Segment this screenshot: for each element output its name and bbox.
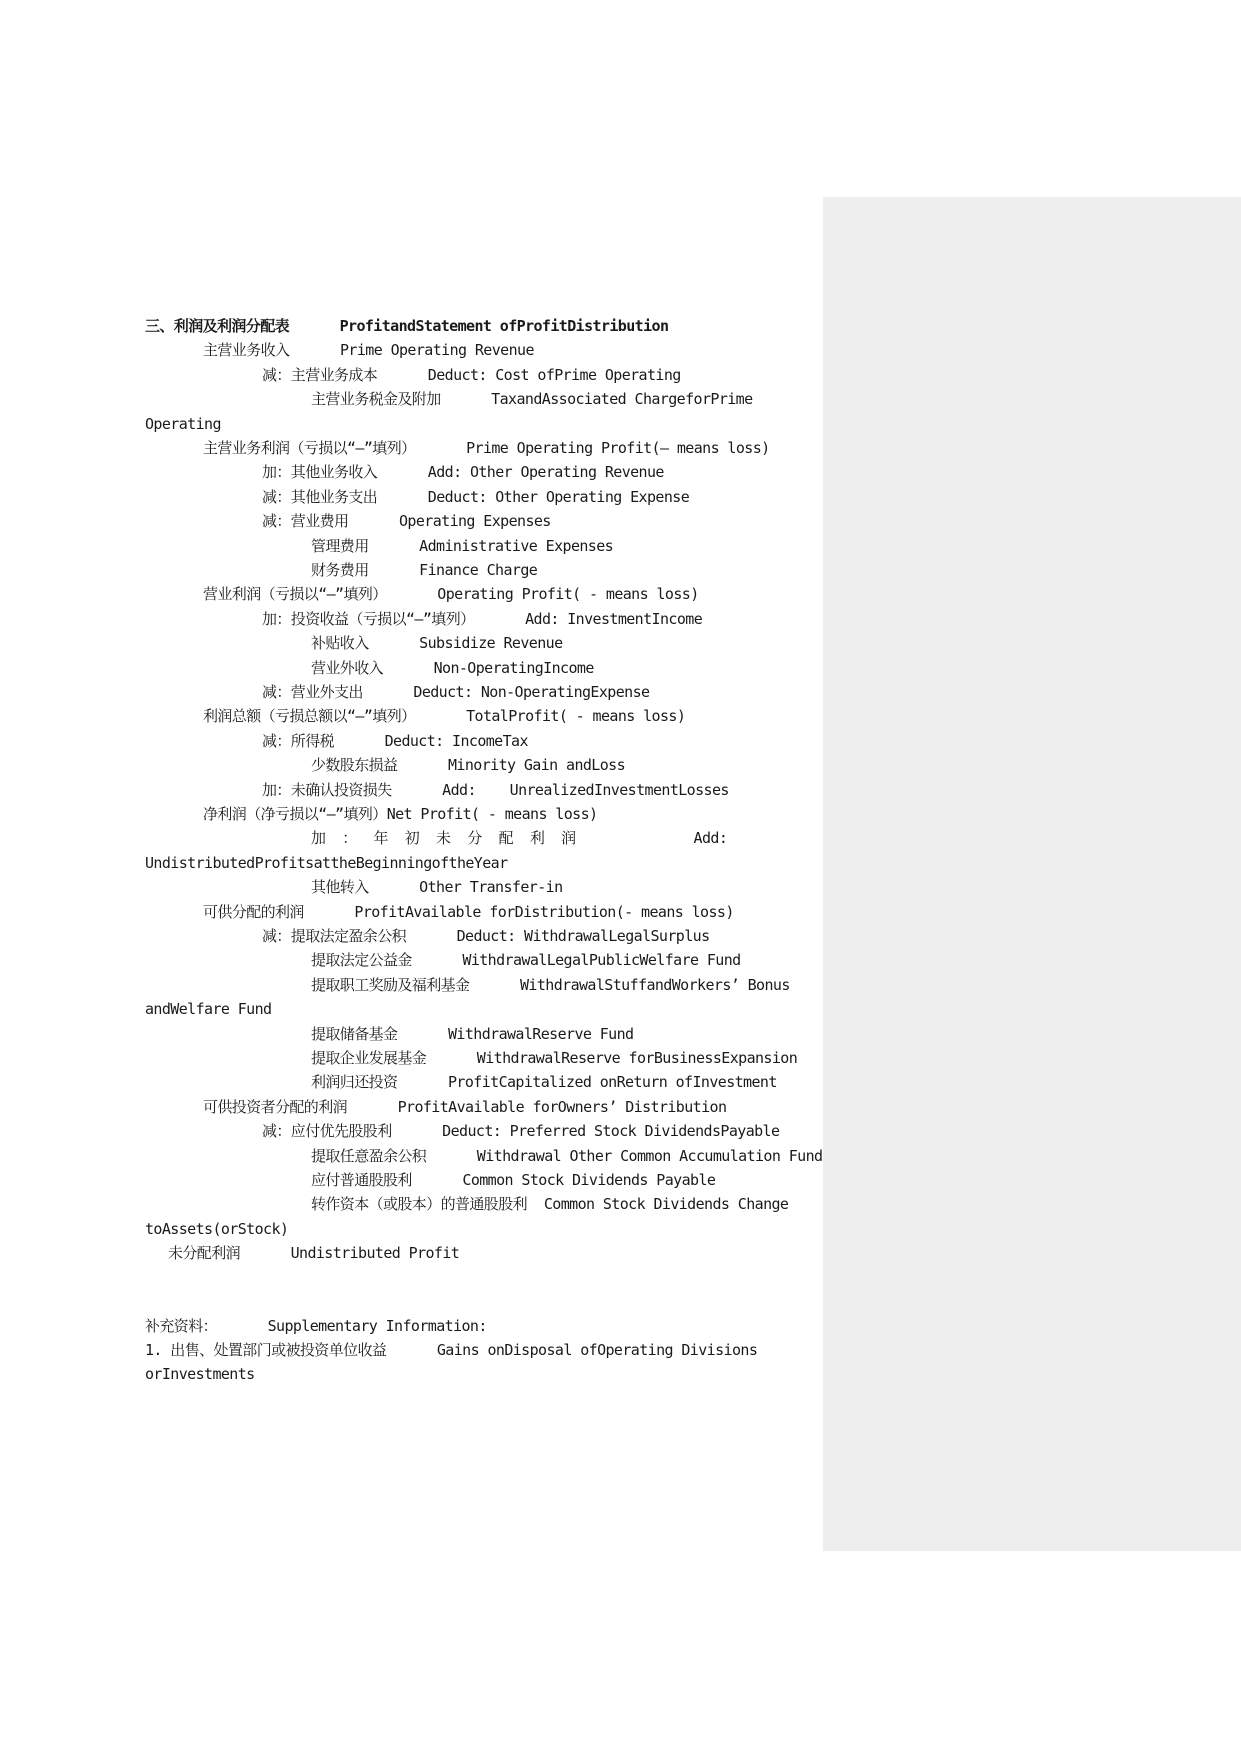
document-line: 减：其他业务支出 Deduct: Other Operating Expense [262,487,690,506]
document-line: 可供分配的利润 ProfitAvailable forDistribution(- means loss) [203,902,734,921]
document-line: 加：其他业务收入 Add: Other Operating Revenue [262,463,664,482]
document-line: 营业外收入 Non-OperatingIncome [311,658,594,677]
document-line: 减：营业费用 Operating Expenses [262,512,551,531]
document-line: andWelfare Fund [145,1000,272,1019]
document-line: 减：主营业务成本 Deduct: Cost ofPrime Operating [262,365,681,384]
document-line: 财务费用 Finance Charge [311,561,538,579]
document-line: 转作资本（或股本）的普通股股利 Common Stock Dividends Change [311,1195,789,1214]
document-line: 主营业务利润（亏损以“—”填列） Prime Operating Profit(— means loss) [203,439,770,457]
document-line: 加：未确认投资损失 Add: UnrealizedInvestmentLosses [262,780,729,799]
document-line: 提取职工奖励及福利基金 WithdrawalStuffandWorkers’ Bonus [311,975,790,994]
document-line: 少数股东损益 Minority Gain andLoss [311,756,626,775]
document-line: 主营业务收入 Prime Operating Revenue [203,341,534,360]
document-line: 三、利润及利润分配表 ProfitandStatement ofProfitDistribution [145,317,669,335]
document-line: 净利润（净亏损以“—”填列）Net Profit( - means loss) [203,805,598,823]
document-line: 加：投资收益（亏损以“—”填列） Add: InvestmentIncome [262,609,703,628]
document-line: 加 ： 年 初 未 分 配 利 润 Add: [311,829,728,848]
document-line: 减：营业外支出 Deduct: Non-OperatingExpense [262,683,650,701]
document-line: 主营业务税金及附加 TaxandAssociated ChargeforPrime [311,390,753,409]
document-line: 补充资料： Supplementary Information: [145,1316,487,1335]
document-line: 未分配利润 Undistributed Profit [168,1244,460,1263]
document-line: 其他转入 Other Transfer-in [311,878,563,897]
document-line: 可供投资者分配的利润 ProfitAvailable forOwners’ Distribution [203,1097,727,1116]
document-line: 1. 出售、处置部门或被投资单位收益 Gains onDisposal ofOperating Divisions [145,1341,758,1359]
document-line: 利润总额（亏损总额以“—”填列） TotalProfit( - means loss) [203,707,686,726]
document-line: 管理费用 Administrative Expenses [311,536,614,555]
document-line: 利润归还投资 ProfitCapitalized onReturn ofInvestment [311,1073,777,1092]
comment-pane [823,197,1241,1551]
document-line: 应付普通股股利 Common Stock Dividends Payable [311,1171,716,1189]
document-line: Operating [145,414,221,433]
document-line: 减：提取法定盈余公积 Deduct: WithdrawalLegalSurplus [262,927,710,945]
document-line: toAssets(orStock) [145,1219,289,1238]
document-line: 提取任意盈余公积 Withdrawal Other Common Accumulation Fund [311,1146,823,1165]
document-line: 减：应付优先股股利 Deduct: Preferred Stock DividendsPayable [262,1122,780,1141]
document-line: UndistributedProfitsattheBeginningoftheYear [145,853,508,872]
document-line: 提取企业发展基金 WithdrawalReserve forBusinessExpansion [311,1049,798,1067]
document-line: 减：所得税 Deduct: IncomeTax [262,731,528,750]
document-line: 提取储备基金 WithdrawalReserve Fund [311,1024,634,1043]
document-line: orInvestments [145,1365,255,1384]
document-line: 营业利润（亏损以“—”填列） Operating Profit( - means loss) [203,585,699,604]
document-line: 提取法定公益金 WithdrawalLegalPublicWelfare Fund [311,951,741,970]
document-line: 补贴收入 Subsidize Revenue [311,634,563,653]
